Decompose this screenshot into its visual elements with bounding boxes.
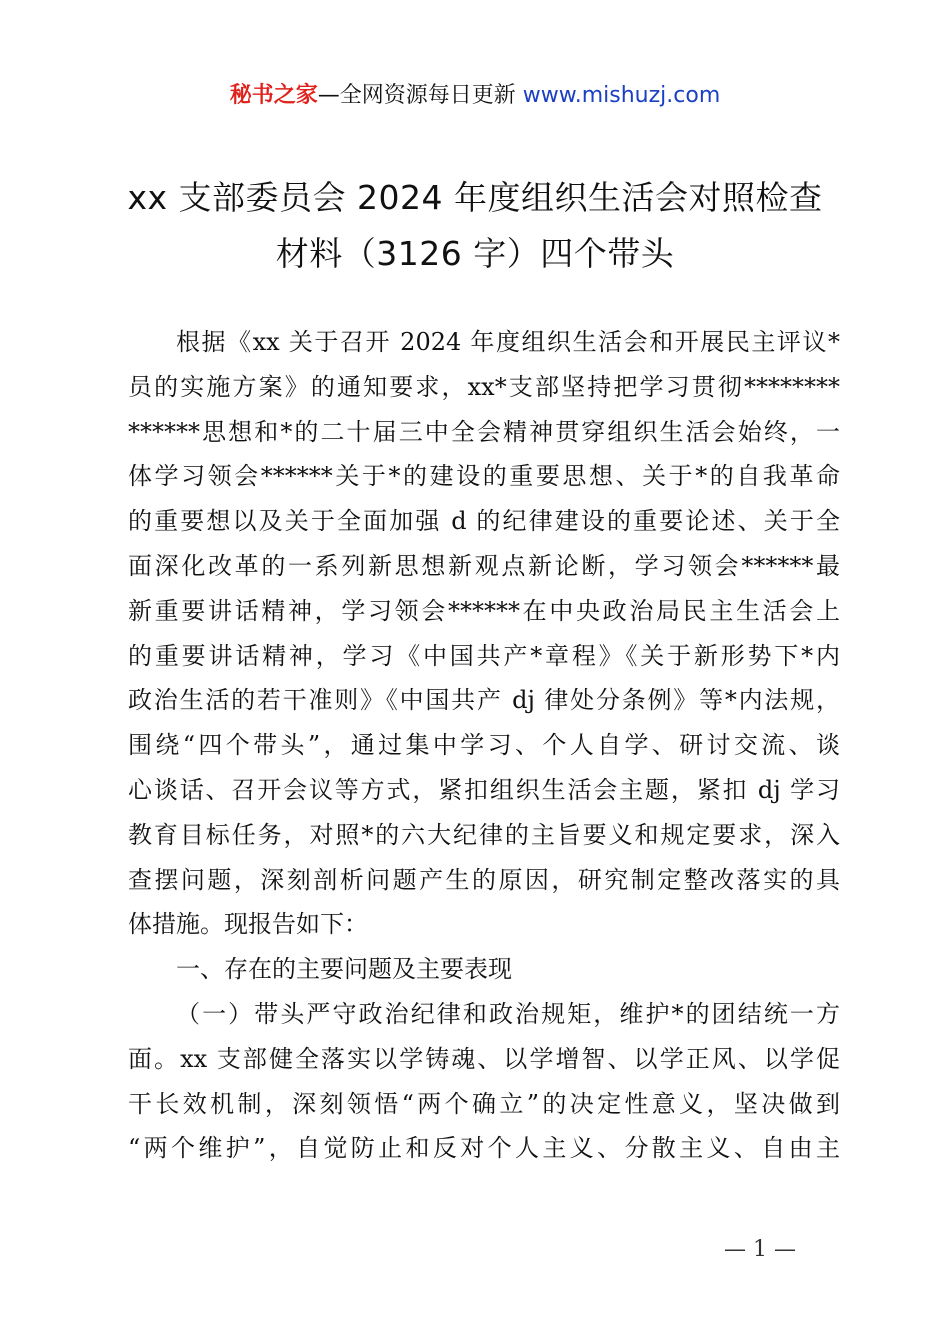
- paragraph-line: 心谈话、召开会议等方式，紧扣组织生活会主题，紧扣 dj 学习: [128, 775, 840, 804]
- paragraph-line: 的重要讲话精神，学习《中国共产*章程》《关于新形势下*内: [128, 641, 840, 670]
- paragraph-line: 面。xx 支部健全落实以学铸魂、以学增智、以学正风、以学促: [128, 1044, 840, 1073]
- paragraph-line: “两个维护”，自觉防止和反对个人主义、分散主义、自由主: [128, 1134, 840, 1163]
- paragraph-line: 政治生活的若干准则》《中国共产 dj 律处分条例》等*内法规，: [128, 686, 840, 715]
- document-body: [128, 320, 840, 1171]
- paragraph-line: ******思想和*的二十届三中全会精神贯穿组织生活会始终，一: [128, 417, 840, 446]
- document-title: [110, 170, 840, 282]
- paragraph-line: 体学习领会******关于*的建设的重要思想、关于*的自我革命: [128, 462, 840, 491]
- brand-name: 秘书之家: [229, 83, 318, 108]
- title-line: xx 支部委员会 2024 年度组织生活会对照检查: [127, 178, 823, 217]
- banner-tagline: —全网资源每日更新: [317, 83, 516, 108]
- site-banner: [0, 80, 950, 112]
- paragraph-line: 查摆问题，深刻剖析问题产生的原因，研究制定整改落实的具: [128, 865, 840, 894]
- site-url-link[interactable]: www.mishuzj.com: [522, 83, 721, 108]
- paragraph-line: 新重要讲话精神，学习领会******在中央政治局民主生活会上: [128, 596, 840, 625]
- paragraph-line: 干长效机制，深刻领悟“两个确立”的决定性意义，坚决做到: [128, 1089, 840, 1118]
- paragraph-line: 围绕“四个带头”，通过集中学习、个人自学、研讨交流、谈: [128, 731, 840, 760]
- paragraph-line: 体措施。现报告如下：: [128, 910, 368, 939]
- subsection-heading-line: （一）带头严守政治纪律和政治规矩，维护*的团结统一方: [176, 999, 840, 1028]
- paragraph-line: 的重要想以及关于全面加强 d 的纪律建设的重要论述、关于全: [128, 507, 840, 536]
- paragraph-line: 教育目标任务，对照*的六大纪律的主旨要义和规定要求，深入: [128, 820, 840, 849]
- paragraph-line: 员的实施方案》的通知要求，xx*支部坚持把学习贯彻********: [128, 372, 840, 401]
- title-line: 材料（3126 字）四个带头: [275, 234, 675, 273]
- page-number: — 1 —: [724, 1237, 796, 1262]
- paragraph-line: 根据《xx 关于召开 2024 年度组织生活会和开展民主评议*: [176, 328, 840, 356]
- section-heading: 一、存在的主要问题及主要表现: [176, 955, 512, 984]
- paragraph-line: 面深化改革的一系列新思想新观点新论断，学习领会******最: [128, 551, 840, 580]
